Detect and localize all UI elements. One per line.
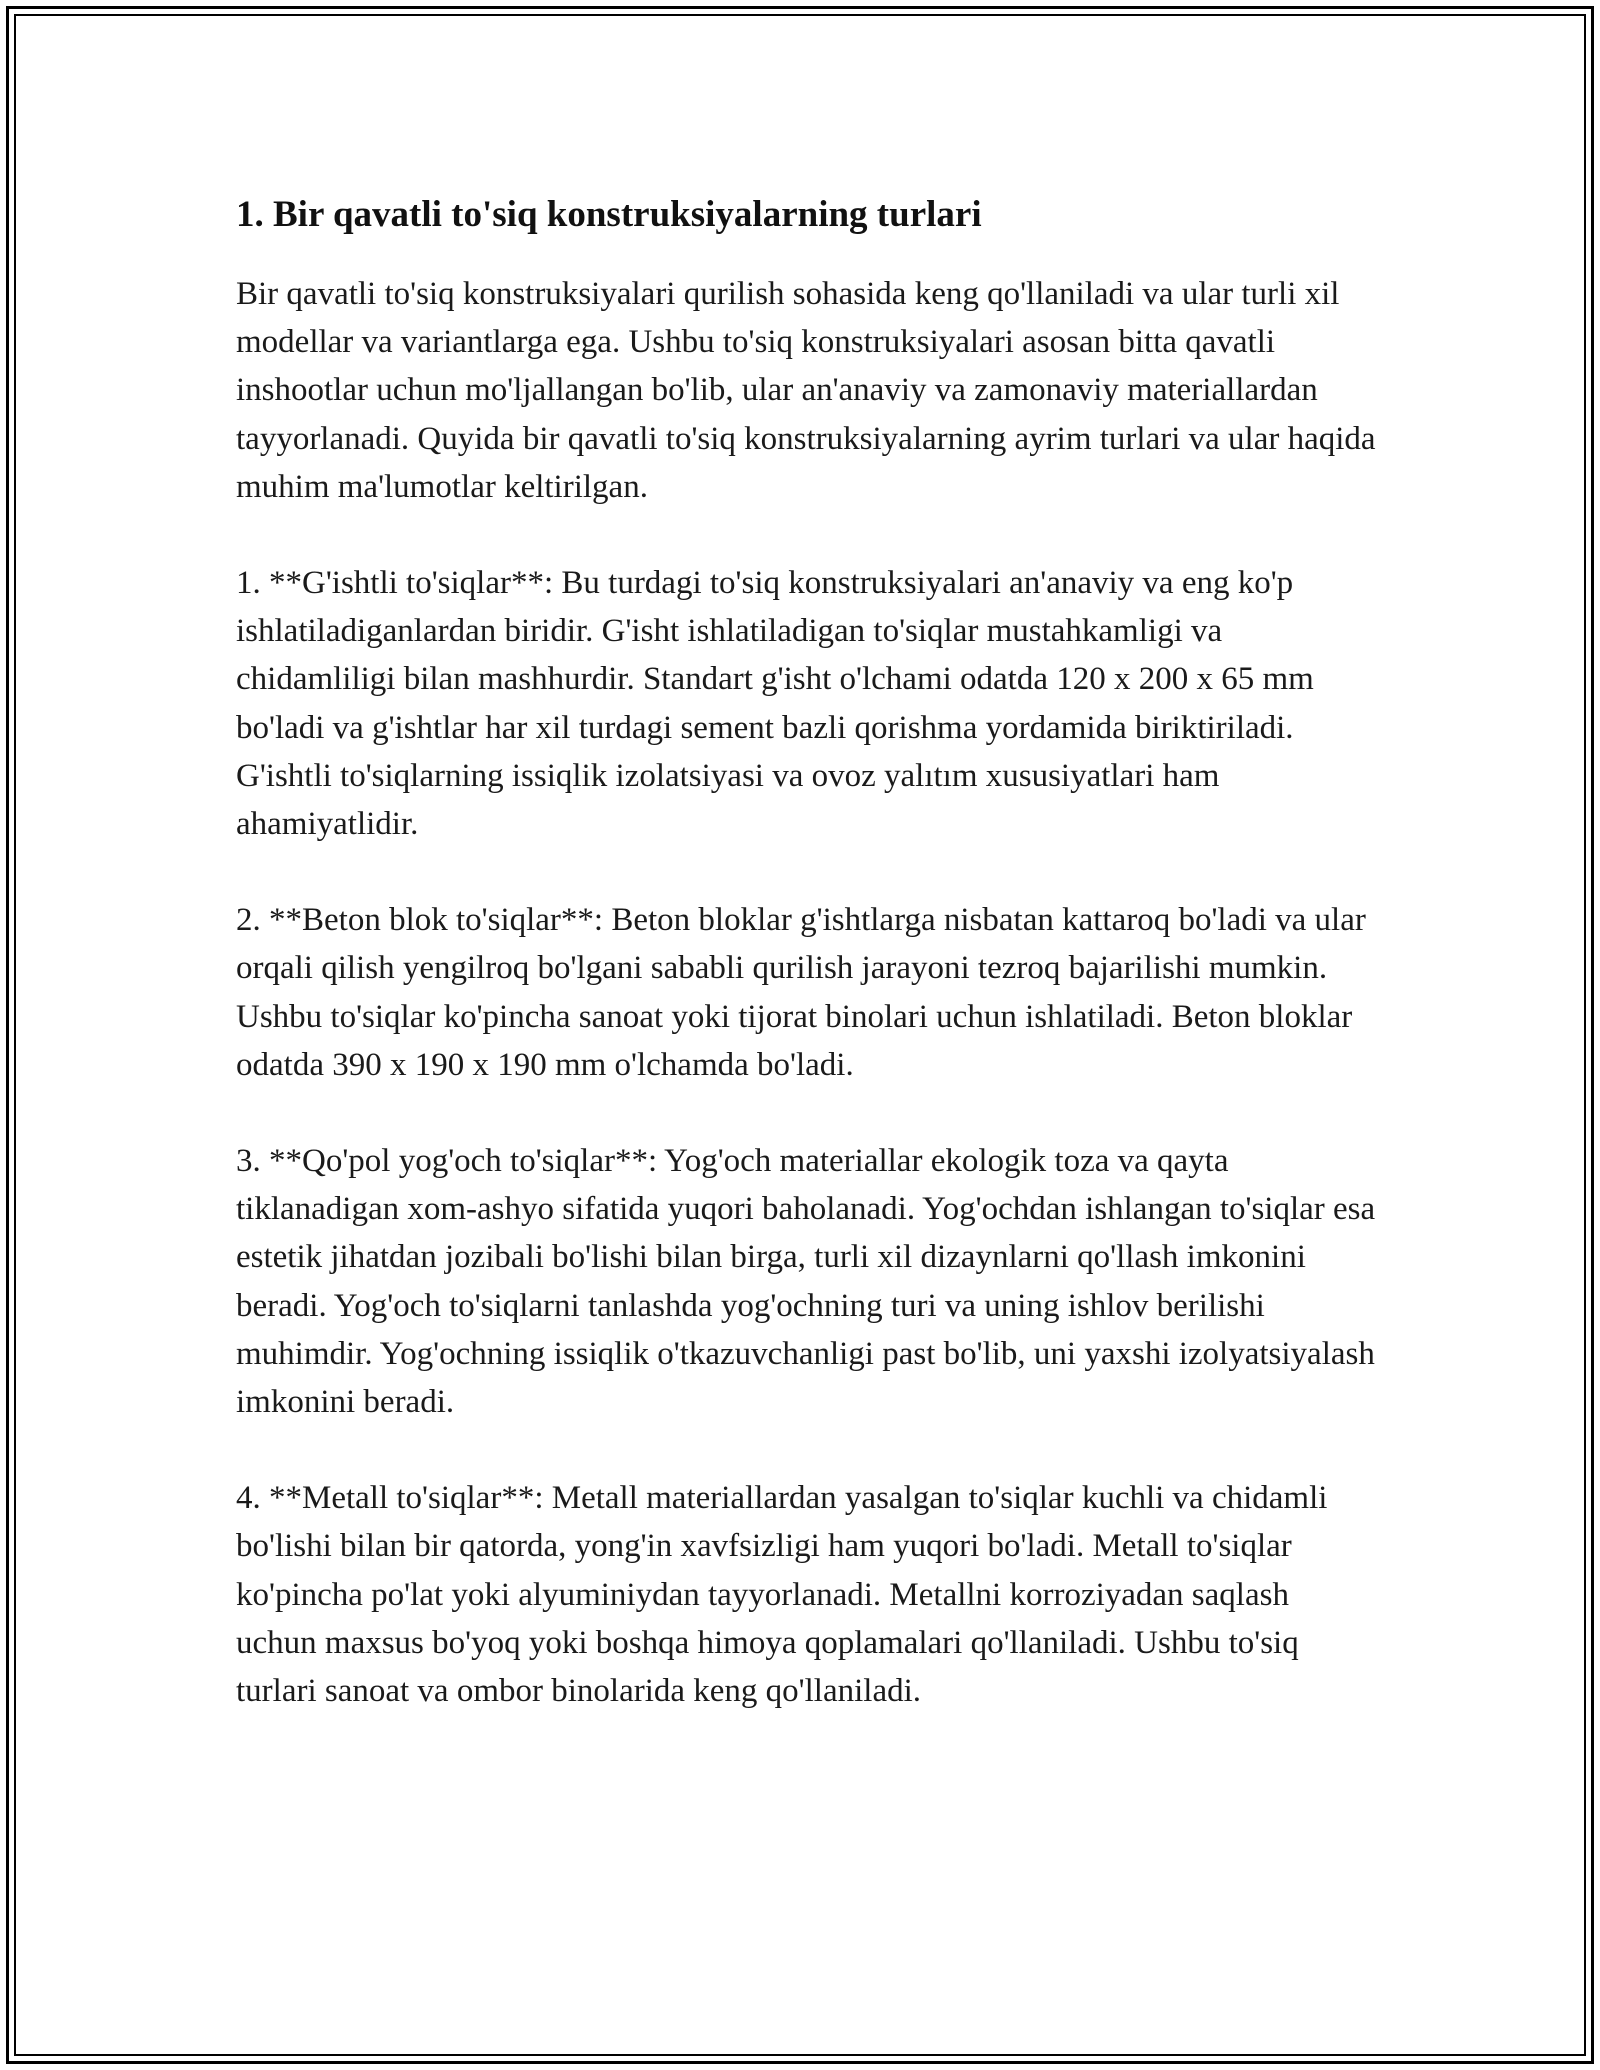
- document-body: [236, 186, 1376, 1715]
- paragraph-metal-walls: 4. **Metall to'siqlar**: Metall materiallardan yasalgan to'siqlar kuchli va chidamli bo'lishi bilan bir qatorda, yong'in xavfsizligi ham yuqori bo'ladi. Metall to'siqlar ko'pincha po'lat yoki alyuminiydan tayyorlanadi. Metallni korroziyadan saqlash uchun maxsus bo'yoq yoki boshqa himoya qoplamalari qo'llaniladi. Ushbu to'siq turlari sanoat va ombor binolarida keng qo'llaniladi.: [236, 1480, 1328, 1710]
- intro-paragraph: Bir qavatli to'siq konstruksiyalari qurilish sohasida keng qo'llaniladi va ular turli xil modellar va variantlarga ega. Ushbu to'siq konstruksiyalari asosan bitta qavatli inshootlar uchun mo'ljallangan bo'lib, ular an'anaviy va zamonaviy materiallardan tayyorlanadi. Quyida bir qavatli to'siq konstruksiyalarning ayrim turlari va ular haqida muhim ma'lumotlar keltirilgan.: [236, 276, 1376, 505]
- section-heading: 1. Bir qavatli to'siq konstruksiyalarning turlari: [236, 194, 982, 235]
- paragraph-brick-walls: 1. **G'ishtli to'siqlar**: Bu turdagi to'siq konstruksiyalari an'anaviy va eng ko'p ishlatiladiganlardan biridir. G'isht ishlatiladigan to'siqlar mustahkamligi va chidamliligi bilan mashhurdir. Standart g'isht o'lchami odatda 120 x 200 x 65 mm bo'ladi va g'ishtlar har xil turdagi sement bazli qorishma yordamida biriktiriladi. G'ishtli to'siqlarning issiqlik izolatsiyasi va ovoz yalıtım xususiyatlari ham ahamiyatlidir.: [236, 565, 1314, 843]
- paragraph-wooden-walls: 3. **Qo'pol yog'och to'siqlar**: Yog'och materiallar ekologik toza va qayta tiklanadigan xom-ashyo sifatida yuqori baholanadi. Yog'ochdan ishlangan to'siqlar esa estetik jihatdan jozibali bo'lishi bilan birga, turli xil dizaynlarni qo'llash imkonini beradi. Yog'och to'siqlarni tanlashda yog'ochning turi va uning ishlov berilishi muhimdir. Yog'ochning issiqlik o'tkazuvchanligi past bo'lib, uni yaxshi izolyatsiyalash imkonini beradi.: [236, 1143, 1376, 1421]
- paragraph-concrete-block-walls: 2. **Beton blok to'siqlar**: Beton bloklar g'ishtlarga nisbatan kattaroq bo'ladi va ular orqali qilish yengilroq bo'lgani sababli qurilish jarayoni tezroq bajarilishi mumkin. Ushbu to'siqlar ko'pincha sanoat yoki tijorat binolari uchun ishlatiladi. Beton bloklar odatda 390 x 190 x 190 mm o'lchamda bo'ladi.: [236, 902, 1366, 1083]
